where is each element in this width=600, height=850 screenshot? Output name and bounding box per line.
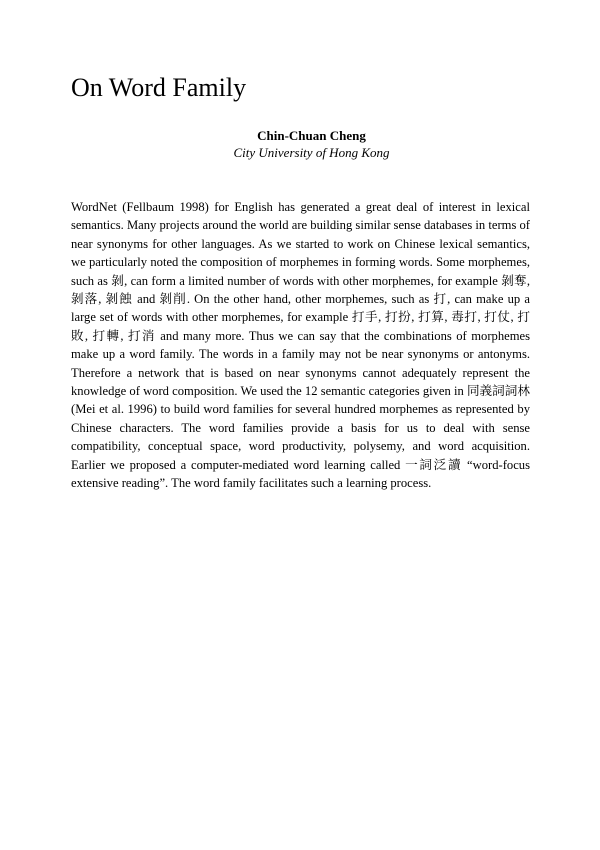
paper-title: On Word Family	[71, 73, 247, 102]
author-name: Chin-Chuan Cheng	[257, 128, 366, 143]
abstract-paragraph: WordNet (Fellbaum 1998) for English has generated a great deal of interest in lexical semantics. Many projects around the world are building similar sense databases in terms of near synonyms for other languages. As we started to work on Chinese lexical semantics, we particularly noted the composition of morphemes in forming words. Some morphemes, such as 剝, can form a limited number of words with other morphemes, for example 剝奪, 剝落, 剝蝕 and 剝削. On the other hand, other morphemes, such as 打, can make up a large set of words with other morphemes, for example 打手, 打扮, 打算, 毒打, 打仗, 打敗, 打轉, 打消 and many more. Thus we can say that the combinations of morphemes make up a word family. The words in a family may not be near synonyms or antonyms. Therefore a network that is based on near synonyms cannot adequately represent the knowledge of word composition. We used the 12 semantic categories given in 同義詞詞林 (Mei et al. 1996) to build word families for several hundred morphemes as represented by Chinese characters. The word families provide a basis for us to deal with sense compatibility, conceptual space, word productivity, polysemy, and word acquisition. Earlier we proposed a computer-mediated word learning called 一詞泛讀 “word-focus extensive reading”. The word family facilitates such a learning process.	[71, 200, 530, 491]
author-affiliation: City University of Hong Kong	[233, 145, 390, 160]
